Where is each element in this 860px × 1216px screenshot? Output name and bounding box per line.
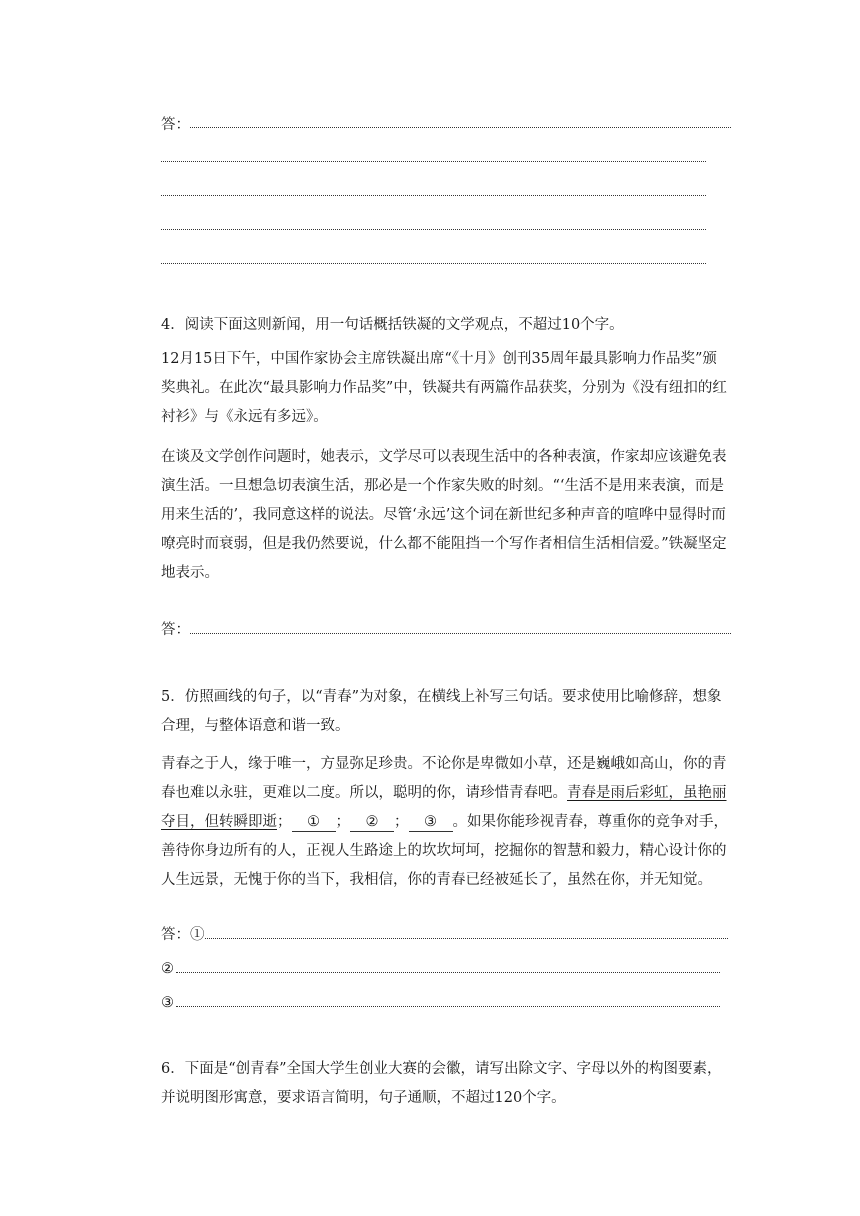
answer-line[interactable] (161, 195, 706, 196)
passage-text: 。如果你能珍视青春，尊重你的竞争对手，善待你身边所有的人，正视人生路途上的坎坎坷坷，挖掘你的智慧和毅力，精心设计你的人生远景，无愧于你的当下，我相信，你的青春已经被延长了，虽然在你，并无知觉。 (161, 814, 728, 888)
blank-3[interactable]: ③ (409, 813, 453, 832)
passage-paragraph (161, 750, 731, 895)
question-prompt: 4．阅读下面这则新闻，用一句话概括铁凝的文学观点，不超过10个字。 (161, 317, 624, 333)
passage-text: 青春之于人，缘于唯一，方显弥足珍贵。不论你是卑微如小草，还是巍峨如高山，你的青春也难以永驻，更难以二度。所以，聪明的你，请珍惜青春吧。 (161, 756, 727, 801)
question-prompt: 5．仿照画线的句子，以“青春”为对象，在横线上补写三句话。要求使用比喻修辞，想象合理，与整体语意和谐一致。 (161, 689, 722, 734)
news-paragraph: 在谈及文学创作问题时，她表示，文学尽可以表现生活中的各种表演，作家却应该避免表演生活。一旦想急切表演生活，那必是一个作家失败的时刻。“‘生活不是用来表演，而是用来生活的’，我同意这样的说法。尽管‘永远’这个词在新世纪多种声音的喧哗中显得时而嘹亮时而衰弱，但是我仍然要说，什么都不能阻挡一个写作者相信生活相信爱。”铁凝坚定地表示。 (161, 449, 727, 581)
question-prompt: 6．下面是“创青春”全国大学生创业大赛的会徽，请写出除文字、字母以外的构图要素，并说明图形寓意，要求语言简明，句子通顺，不超过120个字。 (161, 1061, 722, 1106)
answer-label: 答： (161, 622, 190, 638)
answer-line-1[interactable] (205, 938, 728, 939)
underlined-sentence: 青春是雨后彩虹，虽艳丽夺目，但转瞬即逝 (161, 785, 727, 830)
answer-label: ③ (161, 995, 174, 1011)
answer-line[interactable] (161, 229, 706, 230)
answer-line-3[interactable] (176, 1006, 720, 1007)
answer-line-2[interactable] (176, 972, 720, 973)
answer-line[interactable] (161, 263, 706, 264)
separator: ； (335, 814, 350, 830)
answer-label: ② (161, 961, 174, 977)
blank-1[interactable]: ① (292, 813, 336, 832)
blank-2[interactable]: ② (350, 813, 394, 832)
news-paragraph: 12月15日下午，中国作家协会主席铁凝出席“《十月》创刊35周年最具影响力作品奖”颁奖典礼。在此次“最具影响力作品奖”中，铁凝共有两篇作品获奖，分别为《没有纽扣的红衬衫》与《永远有多远》。 (161, 351, 727, 425)
answer-label: 答：① (161, 927, 205, 943)
separator: ； (394, 814, 409, 830)
answer-label: 答： (161, 117, 190, 133)
answer-line[interactable] (161, 161, 706, 162)
separator: ； (277, 814, 292, 830)
answer-line[interactable] (190, 127, 731, 128)
answer-line[interactable] (190, 633, 731, 634)
